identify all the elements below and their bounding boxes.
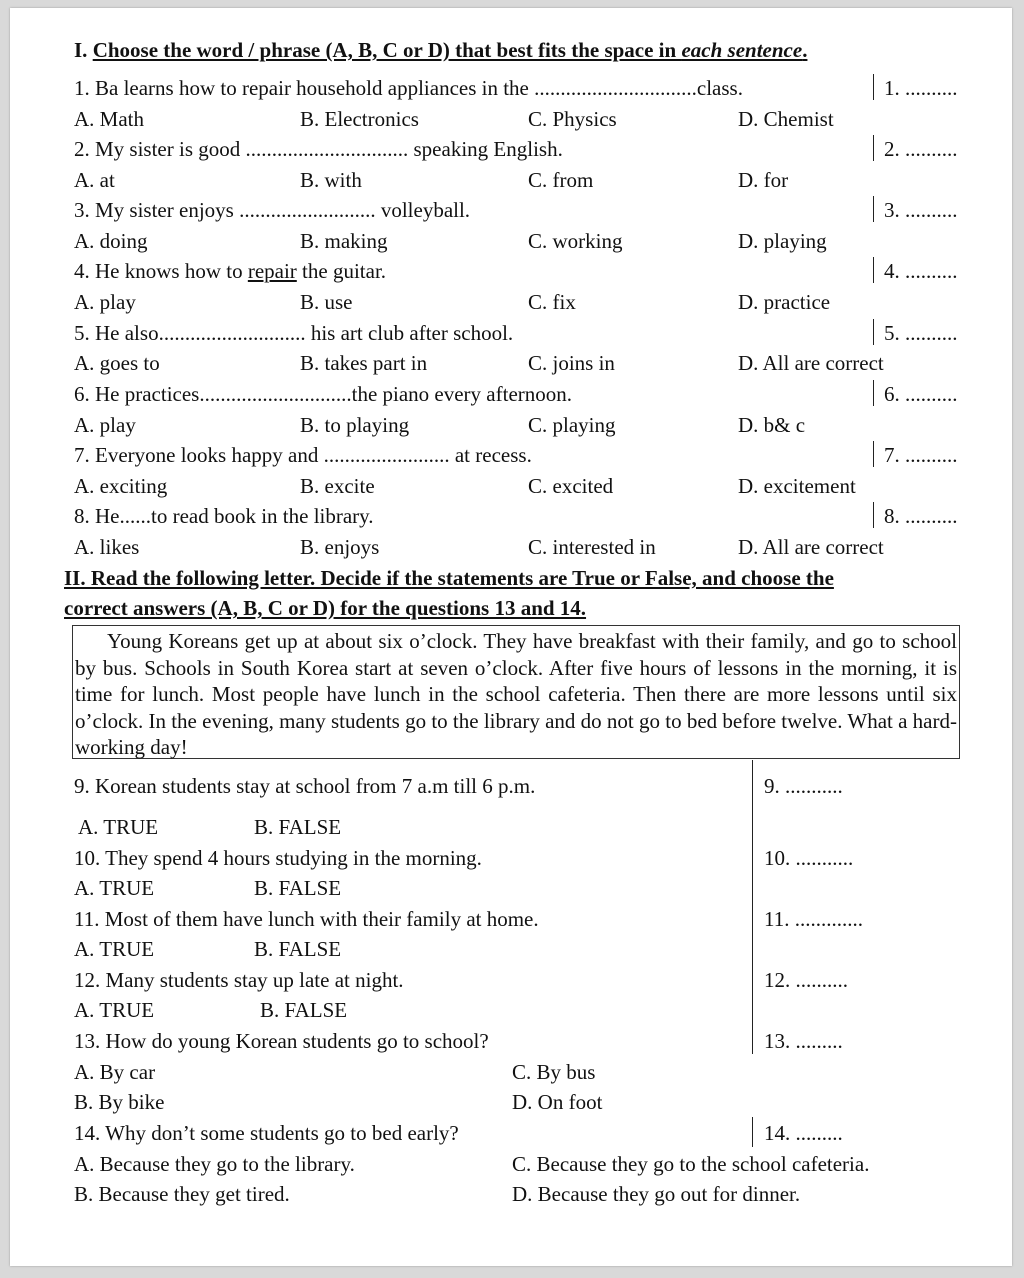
option-13a: A. By car (74, 1060, 156, 1084)
option-3b: B. making (300, 229, 388, 253)
option-14b: B. Because they get tired. (74, 1182, 290, 1206)
question-4: 4. He knows how to repair the guitar. (74, 259, 387, 283)
answer-divider (873, 196, 874, 222)
worksheet-page (10, 8, 1012, 1266)
answer-column-divider (752, 760, 753, 1054)
answer-blank-4: 4. .......... (884, 259, 958, 283)
option-8a: A. likes (74, 535, 140, 559)
question-5: 5. He also............................ his art club after school. (74, 321, 514, 345)
option-6d: D. b& c (738, 413, 806, 437)
answer-blank-1: 1. .......... (884, 76, 958, 100)
answer-blank-2: 2. .......... (884, 137, 958, 161)
underlined-word: repair (247, 259, 297, 283)
option-4d: D. practice (738, 290, 831, 314)
section-1-title: Choose the word / phrase (A, B, C or D) that best fits the space in each sentence. (92, 38, 808, 62)
option-2a: A. at (74, 168, 115, 192)
answer-blank-12: 12. .......... (764, 968, 848, 992)
answer-blank-14: 14. ......... (764, 1121, 843, 1145)
option-8c: C. interested in (528, 535, 656, 559)
option-1d: D. Chemist (738, 107, 834, 131)
option-9b: B. FALSE (254, 815, 342, 839)
answer-blank-13: 13. ......... (764, 1029, 843, 1053)
answer-blank-10: 10. ........... (764, 846, 854, 870)
question-10: 10. They spend 4 hours studying in the morning. (74, 846, 482, 870)
question-1: 1. Ba learns how to repair household appliances in the ...............................class. (74, 76, 743, 100)
option-2b: B. with (300, 168, 362, 192)
option-13b: B. By bike (74, 1090, 165, 1114)
answer-divider (873, 135, 874, 161)
option-14d: D. Because they go out for dinner. (512, 1182, 801, 1206)
question-14: 14. Why don’t some students go to bed early? (74, 1121, 459, 1145)
option-13d: D. On foot (512, 1090, 603, 1114)
answer-blank-7: 7. .......... (884, 443, 958, 467)
question-3: 3. My sister enjoys .......................... volleyball. (74, 198, 471, 222)
answer-blank-3: 3. .......... (884, 198, 958, 222)
section-2-heading-line2: correct answers (A, B, C or D) for the questions 13 and 14. (64, 596, 587, 620)
option-5b: B. takes part in (300, 351, 428, 375)
answer-blank-6: 6. .......... (884, 382, 958, 406)
option-14c: C. Because they go to the school cafeteria. (512, 1152, 870, 1176)
option-6c: C. playing (528, 413, 616, 437)
option-7c: C. excited (528, 474, 614, 498)
option-7a: A. exciting (74, 474, 168, 498)
answer-blank-11: 11. ............. (764, 907, 863, 931)
option-4b: B. use (300, 290, 353, 314)
question-7: 7. Everyone looks happy and ........................ at recess. (74, 443, 532, 467)
answer-blank-5: 5. .......... (884, 321, 958, 345)
option-2d: D. for (738, 168, 789, 192)
option-13c: C. By bus (512, 1060, 596, 1084)
option-5c: C. joins in (528, 351, 615, 375)
question-6: 6. He practices.............................the piano every afternoon. (74, 382, 573, 406)
option-10a: A. TRUE (74, 876, 155, 900)
option-10b: B. FALSE (254, 876, 342, 900)
section-2-heading-line1: II. Read the following letter. Decide if the statements are True or False, and choose the (64, 566, 834, 590)
answer-divider (873, 441, 874, 467)
option-5a: A. goes to (74, 351, 160, 375)
option-8b: B. enjoys (300, 535, 380, 559)
section-1-heading: I. Choose the word / phrase (A, B, C or D) that best fits the space in each sentence. (74, 38, 808, 62)
question-11: 11. Most of them have lunch with their family at home. (74, 907, 539, 931)
answer-blank-9: 9. ........... (764, 774, 843, 798)
option-3d: D. playing (738, 229, 827, 253)
option-1c: C. Physics (528, 107, 617, 131)
answer-divider (873, 74, 874, 100)
option-11b: B. FALSE (254, 937, 342, 961)
option-7b: B. excite (300, 474, 375, 498)
option-1a: A. Math (74, 107, 144, 131)
option-1b: B. Electronics (300, 107, 419, 131)
question-8: 8. He......to read book in the library. (74, 504, 374, 528)
answer-blank-8: 8. .......... (884, 504, 958, 528)
reading-passage: Young Koreans get up at about six o’clock. They have breakfast with their family, and go to school by bus. Schools in South Korea start at seven o’clock. After five hours of lessons in the morning, it is time for lunch. Most people have lunch in the school cafeteria. Then there are more lessons until six o’clock. In the evening, many students go to the library and do not go to bed before twelve. What a hard-working day! (72, 625, 960, 759)
question-12: 12. Many students stay up late at night. (74, 968, 404, 992)
answer-divider (873, 257, 874, 283)
answer-divider (752, 1117, 753, 1147)
question-13: 13. How do young Korean students go to school? (74, 1029, 489, 1053)
question-9: 9. Korean students stay at school from 7 a.m till 6 p.m. (74, 774, 536, 798)
option-3a: A. doing (74, 229, 148, 253)
option-8d: D. All are correct (738, 535, 884, 559)
option-14a: A. Because they go to the library. (74, 1152, 355, 1176)
option-6a: A. play (74, 413, 136, 437)
option-4c: C. fix (528, 290, 576, 314)
option-9a: A. TRUE (78, 815, 159, 839)
option-12b: B. FALSE (260, 998, 348, 1022)
option-2c: C. from (528, 168, 594, 192)
answer-divider (873, 319, 874, 345)
answer-divider (873, 380, 874, 406)
option-5d: D. All are correct (738, 351, 884, 375)
option-11a: A. TRUE (74, 937, 155, 961)
option-6b: B. to playing (300, 413, 410, 437)
question-2: 2. My sister is good ............................... speaking English. (74, 137, 563, 161)
option-7d: D. excitement (738, 474, 856, 498)
option-12a: A. TRUE (74, 998, 155, 1022)
answer-divider (873, 502, 874, 528)
option-4a: A. play (74, 290, 136, 314)
option-3c: C. working (528, 229, 623, 253)
